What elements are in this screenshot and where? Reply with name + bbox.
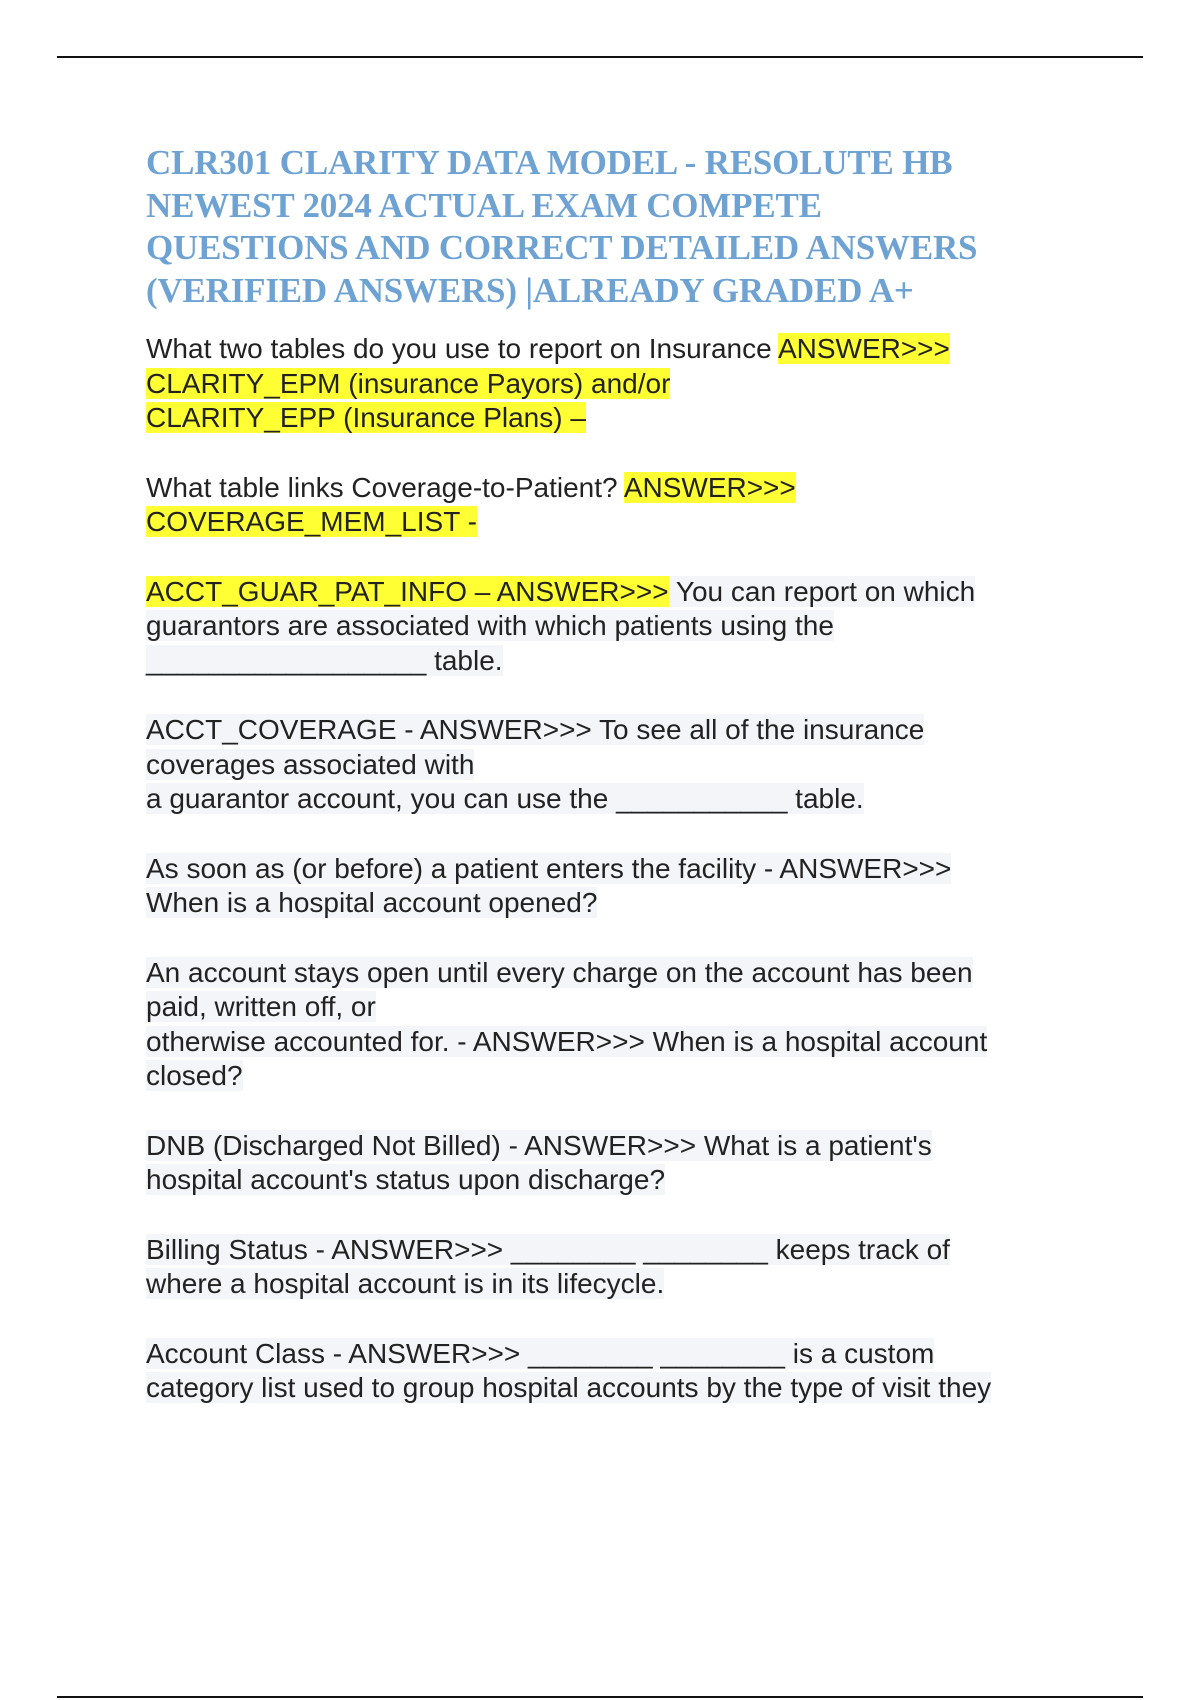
- qa-item: [146, 1337, 1076, 1406]
- bottom-rule: [57, 1696, 1143, 1698]
- answer-highlight: ANSWER>>>: [777, 333, 950, 364]
- title-line: (VERIFIED ANSWERS) |ALREADY GRADED A+: [146, 270, 914, 310]
- qa-item: [146, 956, 1076, 1094]
- qa-item: [146, 471, 1076, 540]
- qa-text: ACCT_COVERAGE - ANSWER>>> To see all of the insurance: [146, 714, 925, 745]
- question-text: What table links Coverage-to-Patient?: [146, 471, 624, 503]
- qa-text: As soon as (or before) a patient enters the facility - ANSWER>>>: [146, 852, 952, 884]
- qa-text: paid, written off, or: [146, 991, 376, 1022]
- answer-highlight: CLARITY_EPP (Insurance Plans) –: [146, 402, 586, 433]
- question-text: You can report on which: [668, 575, 976, 607]
- qa-item: [146, 713, 1076, 817]
- qa-text: When is a hospital account opened?: [146, 887, 598, 918]
- qa-item: [146, 1233, 1076, 1302]
- qa-text: category list used to group hospital accounts by the type of visit they: [146, 1372, 992, 1403]
- title-line: QUESTIONS AND CORRECT DETAILED ANSWERS: [146, 228, 978, 267]
- qa-item: [146, 1129, 1076, 1198]
- qa-text: DNB (Discharged Not Billed) - ANSWER>>> What is a patient's: [146, 1129, 932, 1161]
- qa-text: closed?: [146, 1060, 243, 1091]
- answer-highlight: CLARITY_EPM (insurance Payors) and/or: [146, 367, 671, 399]
- question-text: guarantors are associated with which patients using the: [146, 610, 834, 641]
- question-text: __________________ table.: [146, 644, 503, 676]
- qa-text: Billing Status - ANSWER>>> ________ ________ keeps track of: [146, 1233, 950, 1265]
- qa-text: coverages associated with: [146, 748, 475, 780]
- qa-item: [146, 332, 1076, 436]
- answer-highlight: ANSWER>>>: [623, 471, 796, 503]
- qa-text: Account Class - ANSWER>>> ________ ________ is a custom: [146, 1337, 935, 1369]
- qa-item: [146, 852, 1076, 921]
- qa-text: An account stays open until every charge on the account has been: [146, 956, 973, 988]
- qa-text: a guarantor account, you can use the ___________ table.: [146, 783, 864, 814]
- qa-item: [146, 575, 1076, 679]
- document-body: [146, 142, 1076, 1441]
- top-rule: [57, 56, 1143, 58]
- document-title: [146, 142, 1076, 312]
- qa-text: where a hospital account is in its lifecycle.: [146, 1268, 665, 1299]
- question-text: What two tables do you use to report on Insurance: [146, 333, 778, 364]
- title-line: NEWEST 2024 ACTUAL EXAM COMPETE: [146, 185, 822, 225]
- answer-highlight: ACCT_GUAR_PAT_INFO – ANSWER>>>: [146, 575, 669, 607]
- qa-text: otherwise accounted for. - ANSWER>>> When is a hospital account: [146, 1025, 988, 1057]
- answer-highlight: COVERAGE_MEM_LIST -: [146, 506, 477, 537]
- title-line: CLR301 CLARITY DATA MODEL - RESOLUTE HB: [146, 143, 953, 182]
- qa-text: hospital account's status upon discharge?: [146, 1164, 666, 1195]
